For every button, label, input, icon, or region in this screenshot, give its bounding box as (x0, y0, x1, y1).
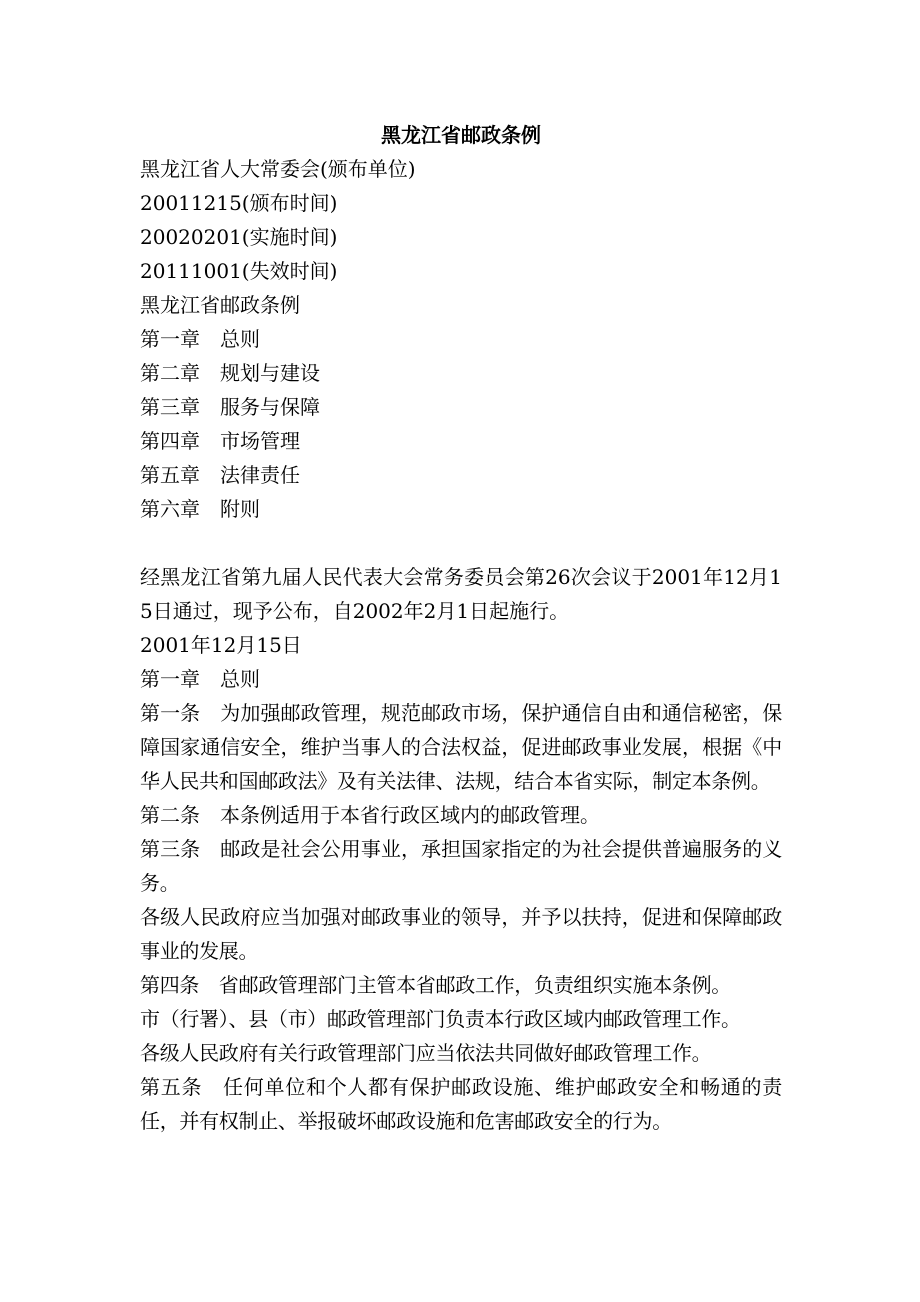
toc-item: 第六章 附则 (140, 497, 260, 521)
article-paragraph: 第一条 为加强邮政管理，规范邮政市场，保护通信自由和通信秘密，保障国家通信安全，维护当事人的合法权益，促进邮政事业发展，根据《中华人民共和国邮政法》及有关法律、法规，结合本省实际，制定本条例。 (140, 701, 782, 793)
blank-line (140, 526, 782, 560)
article-paragraph: 第二条 本条例适用于本省行政区域内的邮政管理。 (140, 803, 600, 827)
chapter-heading: 第一章 总则 (140, 667, 260, 691)
article-paragraph: 第三条 邮政是社会公用事业，承担国家指定的为社会提供普遍服务的义务。 (140, 837, 782, 895)
toc-item: 第一章 总则 (140, 327, 260, 351)
article-paragraph: 市（行署）、县（市）邮政管理部门负责本行政区域内邮政管理工作。 (140, 1007, 741, 1031)
issuer-line: 黑龙江省人大常委会(颁布单位) (140, 157, 416, 181)
promulgation-date: 2001年12月15日 (140, 633, 302, 657)
toc-item: 第四章 市场管理 (140, 429, 300, 453)
effective-date-line: 20020201(实施时间) (140, 225, 338, 249)
article-paragraph: 各级人民政府应当加强对邮政事业的领导，并予以扶持，促进和保障邮政事业的发展。 (140, 905, 782, 963)
document-title: 黑龙江省邮政条例 (381, 123, 541, 147)
document-page (140, 118, 782, 1138)
article-paragraph: 第五条 任何单位和个人都有保护邮政设施、维护邮政安全和畅通的责任，并有权制止、举报破坏邮政设施和危害邮政安全的行为。 (140, 1075, 782, 1133)
toc-item: 第二章 规划与建设 (140, 361, 320, 385)
toc-item: 第三章 服务与保障 (140, 395, 320, 419)
promulgation-paragraph: 经黑龙江省第九届人民代表大会常务委员会第26次会议于2001年12月15日通过，现予公布，自2002年2月1日起施行。 (140, 565, 782, 623)
expired-date-line: 20111001(失效时间) (140, 259, 338, 283)
issued-date-line: 20011215(颁布时间) (140, 191, 338, 215)
article-paragraph: 第四条 省邮政管理部门主管本省邮政工作，负责组织实施本条例。 (140, 973, 731, 997)
toc-item: 第五章 法律责任 (140, 463, 300, 487)
toc-title: 黑龙江省邮政条例 (140, 293, 300, 317)
article-paragraph: 各级人民政府有关行政管理部门应当依法共同做好邮政管理工作。 (140, 1041, 712, 1065)
